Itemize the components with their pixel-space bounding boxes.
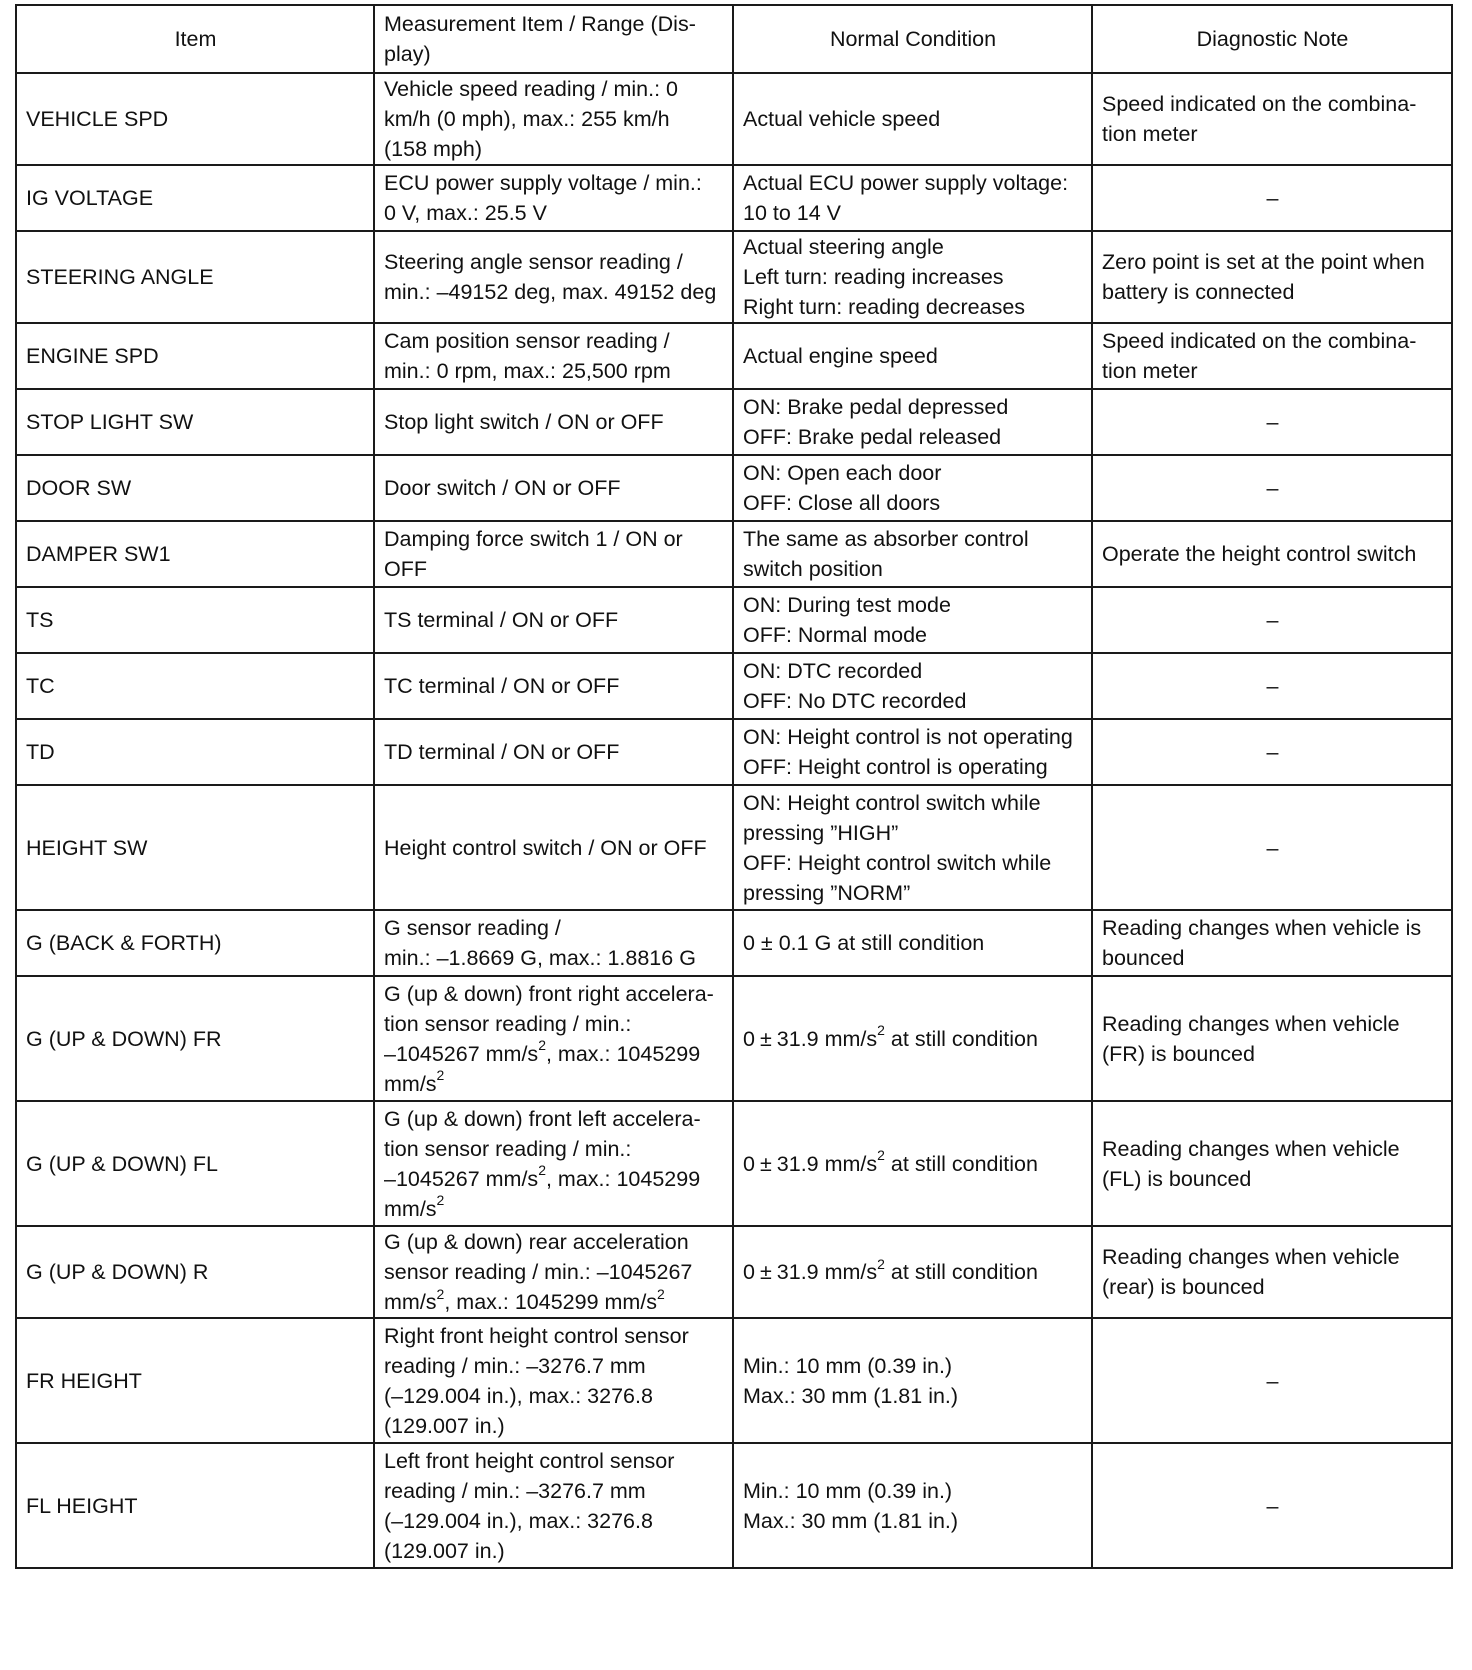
cell-condition: Actual vehicle speed [733, 73, 1092, 165]
cell-item: DAMPER SW1 [16, 521, 374, 587]
header-diagnostic-note: Diagnostic Note [1092, 5, 1452, 73]
cell-item: TC [16, 653, 374, 719]
cell-item: G (UP & DOWN) FR [16, 976, 374, 1101]
cell-condition: Actual steering angle Left turn: reading increases Right turn: reading decreases [733, 231, 1092, 323]
superscript: 2 [877, 1147, 885, 1164]
cell-item: ENGINE SPD [16, 323, 374, 389]
header-item: Item [16, 5, 374, 73]
table-row [16, 1101, 1452, 1226]
cell-item: G (BACK & FORTH) [16, 910, 374, 976]
cell-range: Vehicle speed reading / min.: 0 km/h (0 mph), max.: 255 km/h (158 mph) [374, 73, 733, 165]
superscript: 2 [538, 1162, 546, 1179]
cell-note: Reading changes when vehicle (FR) is bounced [1092, 976, 1452, 1101]
cell-note: Operate the height control switch [1092, 521, 1452, 587]
cell-condition: The same as absorber control switch position [733, 521, 1092, 587]
superscript: 2 [657, 1285, 665, 1302]
cell-item: G (UP & DOWN) FL [16, 1101, 374, 1226]
plus-minus: ± [759, 1026, 772, 1051]
table-row [16, 1443, 1452, 1568]
data-list-table [15, 4, 1453, 1569]
superscript: 2 [877, 1022, 885, 1039]
cell-range: TC terminal / ON or OFF [374, 653, 733, 719]
cell-range [374, 1101, 733, 1226]
cell-condition: ON: Height control switch while pressing ”HIGH” OFF: Height control switch while pressing ”NORM” [733, 785, 1092, 910]
condition-text: 31.9 mm/s [776, 1151, 878, 1176]
table-row [16, 521, 1452, 587]
table-row [16, 910, 1452, 976]
cell-condition [733, 976, 1092, 1101]
cell-note: Zero point is set at the point when battery is connected [1092, 231, 1452, 323]
cell-item: HEIGHT SW [16, 785, 374, 910]
cell-item: IG VOLTAGE [16, 165, 374, 231]
cell-item: STOP LIGHT SW [16, 389, 374, 455]
header-normal-condition: Normal Condition [733, 5, 1092, 73]
cell-condition: ON: Height control is not operating OFF: Height control is operating [733, 719, 1092, 785]
table-row [16, 389, 1452, 455]
cell-condition: ON: Brake pedal depressed OFF: Brake pedal released [733, 389, 1092, 455]
cell-note: – [1092, 1443, 1452, 1568]
cell-condition: ON: DTC recorded OFF: No DTC recorded [733, 653, 1092, 719]
range-text: G (up & down) front left accelera- tion sensor reading / min.: –1045267 mm/s [384, 1106, 701, 1191]
cell-range: TS terminal / ON or OFF [374, 587, 733, 653]
plus-minus: ± [759, 1151, 772, 1176]
cell-note: – [1092, 455, 1452, 521]
cell-note: – [1092, 785, 1452, 910]
table-row [16, 785, 1452, 910]
cell-range: TD terminal / ON or OFF [374, 719, 733, 785]
cell-note: – [1092, 653, 1452, 719]
cell-note: Reading changes when vehicle is bounced [1092, 910, 1452, 976]
cell-item: TS [16, 587, 374, 653]
range-text: , max.: 1045299 mm/s [384, 1166, 701, 1221]
cell-item: DOOR SW [16, 455, 374, 521]
cell-range: Stop light switch / ON or OFF [374, 389, 733, 455]
cell-range: Height control switch / ON or OFF [374, 785, 733, 910]
range-text: G (up & down) front right accelera- tion sensor reading / min.: –1045267 mm/s [384, 981, 714, 1066]
condition-text: 0 [743, 1260, 755, 1284]
condition-text: 31.9 mm/s [776, 1260, 878, 1284]
condition-text: at still condition [884, 1151, 1038, 1176]
cell-item: VEHICLE SPD [16, 73, 374, 165]
plus-minus: ± [759, 1260, 772, 1284]
cell-range: Right front height control sensor reading / min.: –3276.7 mm (–129.004 in.), max.: 3276.8 (129.007 in.) [374, 1318, 733, 1443]
cell-range: Damping force switch 1 / ON or OFF [374, 521, 733, 587]
cell-item: STEERING ANGLE [16, 231, 374, 323]
table-row [16, 653, 1452, 719]
cell-condition: ON: Open each door OFF: Close all doors [733, 455, 1092, 521]
cell-note: Speed indicated on the combina- tion meter [1092, 323, 1452, 389]
cell-condition: Min.: 10 mm (0.39 in.) Max.: 30 mm (1.81 in.) [733, 1318, 1092, 1443]
table-row [16, 719, 1452, 785]
superscript: 2 [436, 1192, 445, 1209]
cell-condition [733, 1101, 1092, 1226]
cell-range [374, 976, 733, 1101]
condition-text: 31.9 mm/s [776, 1026, 878, 1051]
table-row [16, 165, 1452, 231]
table-row [16, 231, 1452, 323]
cell-note: Reading changes when vehicle (FL) is bounced [1092, 1101, 1452, 1226]
cell-note: Speed indicated on the combina- tion meter [1092, 73, 1452, 165]
superscript: 2 [538, 1037, 546, 1054]
cell-note: – [1092, 1318, 1452, 1443]
condition-text: 0 [743, 1026, 755, 1051]
cell-range: Steering angle sensor reading / min.: –49152 deg, max. 49152 deg [374, 231, 733, 323]
cell-note: Reading changes when vehicle (rear) is bounced [1092, 1226, 1452, 1318]
table-row [16, 73, 1452, 165]
cell-range: ECU power supply voltage / min.: 0 V, max.: 25.5 V [374, 165, 733, 231]
table-row [16, 1226, 1452, 1318]
cell-note: – [1092, 587, 1452, 653]
cell-item: FR HEIGHT [16, 1318, 374, 1443]
table-row [16, 455, 1452, 521]
table-row [16, 976, 1452, 1101]
cell-range: Door switch / ON or OFF [374, 455, 733, 521]
cell-condition: Min.: 10 mm (0.39 in.) Max.: 30 mm (1.81 in.) [733, 1443, 1092, 1568]
superscript: 2 [436, 1285, 445, 1302]
condition-text: at still condition [884, 1026, 1038, 1051]
cell-condition: Actual engine speed [733, 323, 1092, 389]
table-header-row [16, 5, 1452, 73]
superscript: 2 [877, 1255, 885, 1272]
range-text: G (up & down) rear acceleration sensor reading / min.: –1045267 mm/s [384, 1230, 693, 1314]
cell-item: TD [16, 719, 374, 785]
table-row [16, 1318, 1452, 1443]
cell-range: G sensor reading / min.: –1.8669 G, max.: 1.8816 G [374, 910, 733, 976]
cell-condition [733, 1226, 1092, 1318]
cell-condition: ON: During test mode OFF: Normal mode [733, 587, 1092, 653]
cell-item: FL HEIGHT [16, 1443, 374, 1568]
cell-note: – [1092, 165, 1452, 231]
range-text: , max.: 1045299 mm/s [444, 1290, 658, 1314]
header-measurement-range: Measurement Item / Range (Dis- play) [374, 5, 733, 73]
table-row [16, 323, 1452, 389]
cell-condition: 0 ± 0.1 G at still condition [733, 910, 1092, 976]
table-row [16, 587, 1452, 653]
condition-text: at still condition [884, 1260, 1038, 1284]
superscript: 2 [436, 1067, 445, 1084]
cell-note: – [1092, 389, 1452, 455]
cell-item: G (UP & DOWN) R [16, 1226, 374, 1318]
cell-note: – [1092, 719, 1452, 785]
cell-range: Left front height control sensor reading / min.: –3276.7 mm (–129.004 in.), max.: 3276.8 (129.007 in.) [374, 1443, 733, 1568]
range-text: , max.: 1045299 mm/s [384, 1041, 701, 1096]
cell-condition: Actual ECU power supply voltage: 10 to 14 V [733, 165, 1092, 231]
cell-range [374, 1226, 733, 1318]
condition-text: 0 [743, 1151, 755, 1176]
cell-range: Cam position sensor reading / min.: 0 rpm, max.: 25,500 rpm [374, 323, 733, 389]
